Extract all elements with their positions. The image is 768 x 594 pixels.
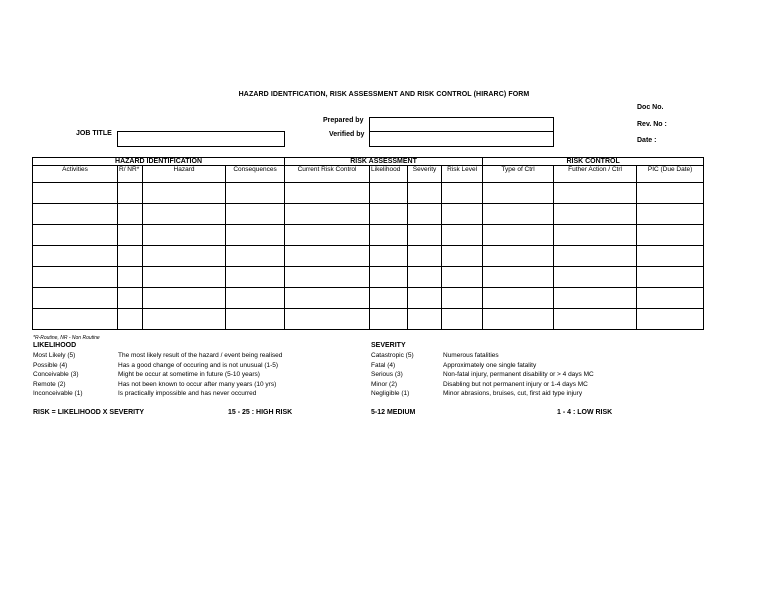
rev-no-label: Rev. No :: [637, 121, 667, 128]
likelihood-level: Remote (2): [33, 380, 66, 388]
risk-formula: RISK = LIKELIHOOD X SEVERITY: [33, 409, 145, 416]
table-cell[interactable]: [370, 225, 408, 246]
table-row: [33, 183, 704, 204]
likelihood-level: Inconceivable (1): [33, 390, 83, 397]
severity-desc: Approximately one single fatality: [443, 361, 537, 369]
table-cell[interactable]: [554, 225, 637, 246]
section-risk-assessment: RISK ASSESSMENT: [285, 158, 483, 166]
table-cell[interactable]: [143, 225, 226, 246]
table-cell[interactable]: [408, 246, 442, 267]
high-risk-range: 15 - 25 : HIGH RISK: [228, 409, 293, 416]
likelihood-heading: LIKELIHOOD: [33, 342, 77, 349]
col-current-risk-control: Current Risk Control: [285, 166, 370, 183]
severity-level: Serious (3): [371, 371, 403, 378]
doc-no-label: Doc No.: [637, 104, 664, 111]
table-cell[interactable]: [118, 309, 143, 330]
likelihood-desc: The most likely result of the hazard / event being realised: [118, 352, 283, 359]
table-cell[interactable]: [483, 267, 554, 288]
col-activities: Activities: [33, 166, 118, 183]
likelihood-desc: Might be occur at sometime in future (5-10 years): [118, 371, 260, 378]
medium-risk-range: 5-12 MEDIUM: [371, 409, 416, 416]
col-type-of-ctrl: Type of Ctrl: [483, 166, 554, 183]
table-cell[interactable]: [442, 204, 483, 225]
section-risk-control: RISK CONTROL: [483, 158, 704, 166]
table-cell[interactable]: [554, 267, 637, 288]
routine-note: *R-Routine, NR - Non Routine: [33, 335, 100, 341]
table-row: [33, 288, 704, 309]
table-cell[interactable]: [226, 183, 285, 204]
table-cell[interactable]: [285, 309, 370, 330]
col-consequences: Consequences: [226, 166, 285, 183]
table-cell[interactable]: [483, 225, 554, 246]
table-cell[interactable]: [637, 183, 704, 204]
table-cell[interactable]: [408, 309, 442, 330]
col-risk-level: Risk Level: [442, 166, 483, 183]
table-cell[interactable]: [370, 267, 408, 288]
col-severity: Severity: [408, 166, 442, 183]
low-risk-range: 1 - 4 : LOW RISK: [557, 409, 613, 416]
likelihood-desc: Has not been known to occur after many years (10 yrs): [118, 380, 277, 388]
table-cell[interactable]: [554, 309, 637, 330]
table-cell[interactable]: [143, 288, 226, 309]
table-cell[interactable]: [442, 267, 483, 288]
column-header-row: [33, 166, 704, 183]
table-cell[interactable]: [226, 246, 285, 267]
table-cell[interactable]: [226, 288, 285, 309]
table-cell[interactable]: [554, 288, 637, 309]
table-cell[interactable]: [285, 267, 370, 288]
table-cell[interactable]: [442, 225, 483, 246]
table-cell[interactable]: [143, 183, 226, 204]
table-cell[interactable]: [408, 204, 442, 225]
severity-heading: SEVERITY: [371, 342, 406, 349]
likelihood-level: Conceivable (3): [33, 371, 79, 378]
table-cell[interactable]: [118, 225, 143, 246]
hirarc-table: [32, 157, 704, 330]
severity-level: Catastropic (5): [371, 352, 414, 359]
verified-by-field[interactable]: [369, 131, 554, 147]
table-cell[interactable]: [370, 288, 408, 309]
table-row: [33, 225, 704, 246]
table-cell[interactable]: [33, 267, 118, 288]
table-cell[interactable]: [118, 288, 143, 309]
table-cell[interactable]: [442, 183, 483, 204]
table-cell[interactable]: [483, 246, 554, 267]
section-header-row: [33, 158, 704, 166]
likelihood-levels: [33, 351, 83, 399]
table-cell[interactable]: [637, 309, 704, 330]
col-hazard: Hazard: [143, 166, 226, 183]
severity-level: Minor (2): [371, 380, 398, 388]
table-cell[interactable]: [33, 309, 118, 330]
table-cell[interactable]: [226, 309, 285, 330]
severity-desc: Disabling but not permanent injury or 1-4 days MC: [443, 380, 588, 388]
table-cell[interactable]: [226, 225, 285, 246]
form-title: HAZARD IDENTFICATION, RISK ASSESSMENT AND RISK CONTROL (HIRARC) FORM: [238, 91, 530, 98]
verified-by-label: Verified by: [329, 131, 365, 138]
table-cell[interactable]: [143, 309, 226, 330]
table-cell[interactable]: [118, 246, 143, 267]
table-cell[interactable]: [118, 183, 143, 204]
col-r-nr: R/ NR*: [118, 166, 143, 183]
table-row: [33, 267, 704, 288]
severity-desc: Numerous fatalities: [443, 352, 499, 359]
likelihood-desc: Is practically impossible and has never occurred: [118, 390, 257, 397]
table-cell[interactable]: [285, 288, 370, 309]
table-cell[interactable]: [554, 246, 637, 267]
table-cell[interactable]: [370, 309, 408, 330]
table-cell[interactable]: [483, 204, 554, 225]
col-further-action: Futher Action / Ctrl: [554, 166, 637, 183]
table-cell[interactable]: [637, 246, 704, 267]
table-cell[interactable]: [143, 267, 226, 288]
likelihood-descriptions: [118, 351, 282, 399]
date-label: Date :: [637, 137, 657, 144]
table-cell[interactable]: [408, 267, 442, 288]
table-cell[interactable]: [33, 246, 118, 267]
table-cell[interactable]: [370, 204, 408, 225]
table-cell[interactable]: [226, 267, 285, 288]
table-cell[interactable]: [118, 204, 143, 225]
severity-desc: Minor abrasions, bruises, cut, first aid type injury: [443, 390, 583, 397]
severity-level: Fatal (4): [371, 361, 396, 369]
table-cell[interactable]: [143, 204, 226, 225]
table-cell[interactable]: [285, 183, 370, 204]
table-cell[interactable]: [442, 288, 483, 309]
table-cell[interactable]: [483, 183, 554, 204]
table-row: [33, 309, 704, 330]
table-cell[interactable]: [33, 183, 118, 204]
table-cell[interactable]: [637, 288, 704, 309]
table-cell[interactable]: [370, 183, 408, 204]
table-cell[interactable]: [33, 204, 118, 225]
table-cell[interactable]: [285, 204, 370, 225]
table-cell[interactable]: [408, 225, 442, 246]
table-cell[interactable]: [442, 246, 483, 267]
table-row: [33, 204, 704, 225]
table-cell[interactable]: [637, 204, 704, 225]
likelihood-level: Most Likely (5): [33, 352, 76, 359]
table-cell[interactable]: [554, 204, 637, 225]
table-cell[interactable]: [370, 246, 408, 267]
section-hazard-identification: HAZARD IDENTIFICATION: [33, 158, 285, 166]
table-cell[interactable]: [285, 246, 370, 267]
prepared-by-label: Prepared by: [323, 117, 364, 124]
severity-levels: [371, 351, 414, 399]
table-cell[interactable]: [285, 225, 370, 246]
table-cell[interactable]: [143, 246, 226, 267]
table-cell[interactable]: [637, 267, 704, 288]
table-cell[interactable]: [554, 183, 637, 204]
table-cell[interactable]: [118, 267, 143, 288]
table-cell[interactable]: [33, 225, 118, 246]
col-likelihood: Likelihood: [370, 166, 408, 183]
table-cell[interactable]: [483, 288, 554, 309]
table-row: [33, 246, 704, 267]
job-title-label: JOB TITLE: [76, 130, 112, 137]
table-cell[interactable]: [483, 309, 554, 330]
table-cell[interactable]: [408, 183, 442, 204]
table-cell[interactable]: [226, 204, 285, 225]
table-cell[interactable]: [442, 309, 483, 330]
col-pic-due-date: PIC (Due Date): [637, 166, 704, 183]
severity-desc: Non-fatal injury, permanent disability or > 4 days MC: [443, 371, 594, 378]
likelihood-desc: Has a good change of occuring and is not unusual (1-5): [118, 361, 279, 369]
table-cell[interactable]: [637, 225, 704, 246]
job-title-field[interactable]: [117, 131, 285, 147]
severity-descriptions: [443, 351, 594, 399]
table-cell[interactable]: [33, 288, 118, 309]
likelihood-level: Possible (4): [33, 361, 68, 369]
severity-level: Negligible (1): [371, 390, 410, 397]
table-cell[interactable]: [408, 288, 442, 309]
